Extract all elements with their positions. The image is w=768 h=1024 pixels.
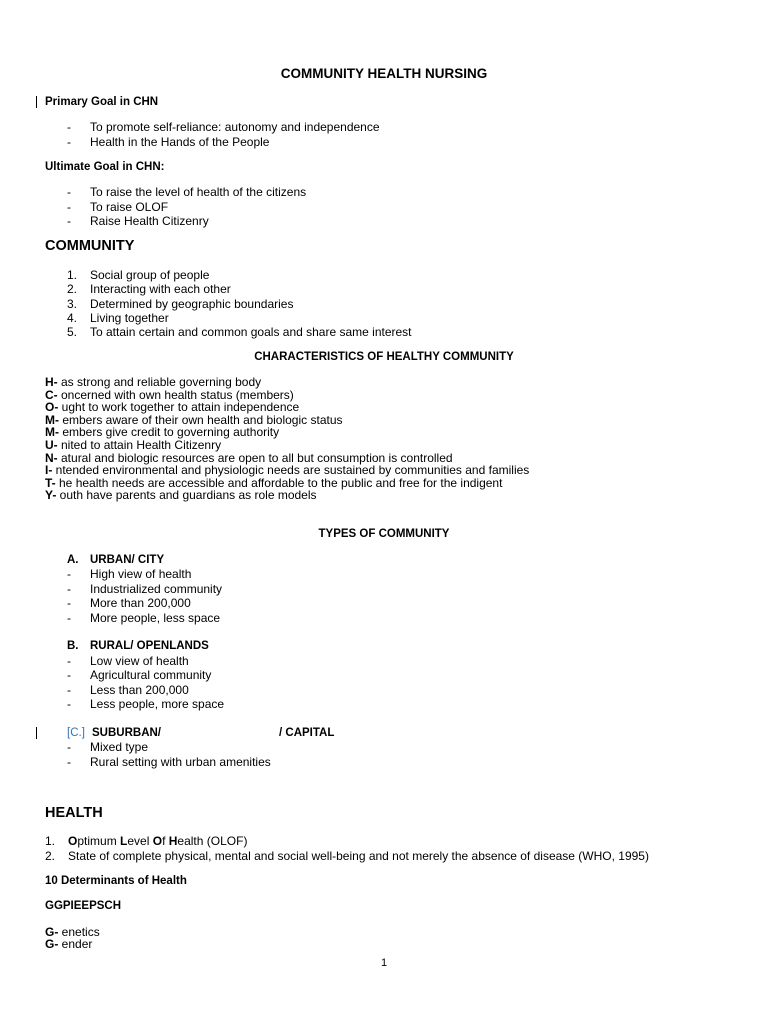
health-heading: HEALTH — [45, 805, 103, 821]
bullet-dash: - — [67, 755, 71, 769]
acronym-letter: M- — [45, 425, 59, 440]
acronym-letter: G- — [45, 925, 59, 939]
characteristics-heading: CHARACTERISTICS OF HEALTHY COMMUNITY — [254, 351, 514, 363]
list-number: 1. — [45, 834, 56, 848]
bullet-dash: - — [67, 654, 71, 668]
determinant-text: ender — [58, 937, 93, 951]
list-item: Industrialized community — [90, 582, 223, 596]
acronym-letter: N- — [45, 450, 58, 465]
suburban-heading: SUBURBAN/ — [92, 727, 161, 739]
bullet-dash: - — [67, 596, 71, 610]
acronym-letter: T- — [45, 475, 56, 490]
acronym-letter: I- — [45, 463, 53, 478]
characteristic-text: embers give credit to governing authority — [59, 425, 280, 440]
list-item: To attain certain and common goals and share same interest — [90, 325, 412, 339]
acronym-letter: Y- — [45, 488, 57, 503]
urban-heading: URBAN/ CITY — [90, 554, 165, 566]
rural-heading: RURAL/ OPENLANDS — [90, 640, 209, 652]
list-item: Raise Health Citizenry — [90, 214, 209, 228]
determinant-line — [45, 937, 92, 951]
acronym-letter: O- — [45, 400, 59, 415]
bullet-dash: - — [67, 200, 71, 214]
characteristic-text: ught to work together to attain independence — [58, 400, 300, 415]
bullet-dash: - — [67, 668, 71, 682]
document-title: COMMUNITY HEALTH NURSING — [280, 66, 488, 81]
list-item: High view of health — [90, 567, 192, 581]
list-number: 3. — [67, 297, 78, 311]
olof-word: ptimum — [77, 834, 121, 848]
suburban-heading-end: / CAPITAL — [279, 727, 335, 739]
list-item: Living together — [90, 311, 169, 325]
olof-definition — [68, 834, 247, 848]
list-item: Interacting with each other — [90, 282, 231, 296]
bullet-dash: - — [67, 567, 71, 581]
olof-word: evel — [127, 834, 153, 848]
list-item: Low view of health — [90, 654, 189, 668]
suburban-label: [C.] — [67, 727, 85, 739]
list-number: 2. — [67, 282, 78, 296]
list-item: Social group of people — [90, 268, 210, 282]
acronym-letter: U- — [45, 437, 58, 452]
list-item: To promote self-reliance: autonomy and independence — [90, 120, 380, 134]
acronym-letter: O — [152, 834, 163, 848]
bullet-dash: - — [67, 582, 71, 596]
bullet-dash: - — [67, 135, 71, 149]
list-item: More people, less space — [90, 611, 221, 625]
list-item: To raise OLOF — [90, 200, 169, 214]
change-bar — [36, 96, 37, 108]
bullet-dash: - — [67, 740, 71, 754]
determinants-acronym: GGPIEEPSCH — [45, 900, 122, 912]
characteristic-text: outh have parents and guardians as role models — [56, 488, 317, 503]
characteristic-text: atural and biologic resources are open to all but consumption is controlled — [57, 450, 453, 465]
page-number: 1 — [380, 957, 388, 969]
urban-label: A. — [67, 554, 79, 566]
acronym-letter: M- — [45, 412, 59, 427]
characteristic-text: oncerned with own health status (members) — [57, 387, 294, 402]
who-definition: State of complete physical, mental and social well-being and not merely the absence of disease (WHO, 1995) — [68, 849, 649, 863]
list-item: Determined by geographic boundaries — [90, 297, 294, 311]
change-bar — [36, 727, 37, 739]
bullet-dash: - — [67, 185, 71, 199]
primary-goal-heading: Primary Goal in CHN — [45, 96, 159, 108]
acronym-letter: L — [120, 834, 128, 848]
list-number: 1. — [67, 268, 78, 282]
list-item: Less than 200,000 — [90, 683, 189, 697]
bullet-dash: - — [67, 611, 71, 625]
bullet-dash: - — [67, 697, 71, 711]
list-item: Mixed type — [90, 740, 149, 754]
acronym-letter: H — [168, 834, 178, 848]
ultimate-goal-heading: Ultimate Goal in CHN: — [45, 161, 165, 173]
characteristic-line — [45, 489, 745, 502]
bullet-dash: - — [67, 683, 71, 697]
list-number: 4. — [67, 311, 78, 325]
characteristic-text: as strong and reliable governing body — [57, 375, 262, 389]
list-item: To raise the level of health of the citizens — [90, 185, 307, 199]
determinant-text: enetics — [58, 925, 100, 939]
acronym-letter: H- — [45, 375, 58, 389]
types-heading: TYPES OF COMMUNITY — [318, 528, 450, 540]
acronym-letter: G- — [45, 937, 59, 951]
list-item: Agricultural community — [90, 668, 212, 682]
list-item: Rural setting with urban amenities — [90, 755, 271, 769]
list-number: 5. — [67, 325, 78, 339]
community-heading: COMMUNITY — [45, 238, 135, 254]
bullet-dash: - — [67, 214, 71, 228]
olof-word: ealth (OLOF) — [177, 834, 248, 848]
characteristics-list — [45, 376, 745, 502]
determinants-heading: 10 Determinants of Health — [45, 875, 187, 887]
list-number: 2. — [45, 849, 56, 863]
acronym-letter: C- — [45, 387, 58, 402]
list-item: More than 200,000 — [90, 596, 191, 610]
characteristic-text: ntended environmental and physiologic needs are sustained by communities and families — [52, 463, 530, 478]
rural-label: B. — [67, 640, 79, 652]
characteristic-text: nited to attain Health Citizenry — [57, 437, 222, 452]
bullet-dash: - — [67, 120, 71, 134]
list-item: Less people, more space — [90, 697, 225, 711]
olof-word: f — [162, 834, 169, 848]
characteristic-text: he health needs are accessible and affordable to the public and free for the indigent — [55, 475, 503, 490]
characteristic-text: embers aware of their own health and biologic status — [59, 412, 343, 427]
list-item: Health in the Hands of the People — [90, 135, 270, 149]
acronym-letter: O — [68, 834, 78, 848]
